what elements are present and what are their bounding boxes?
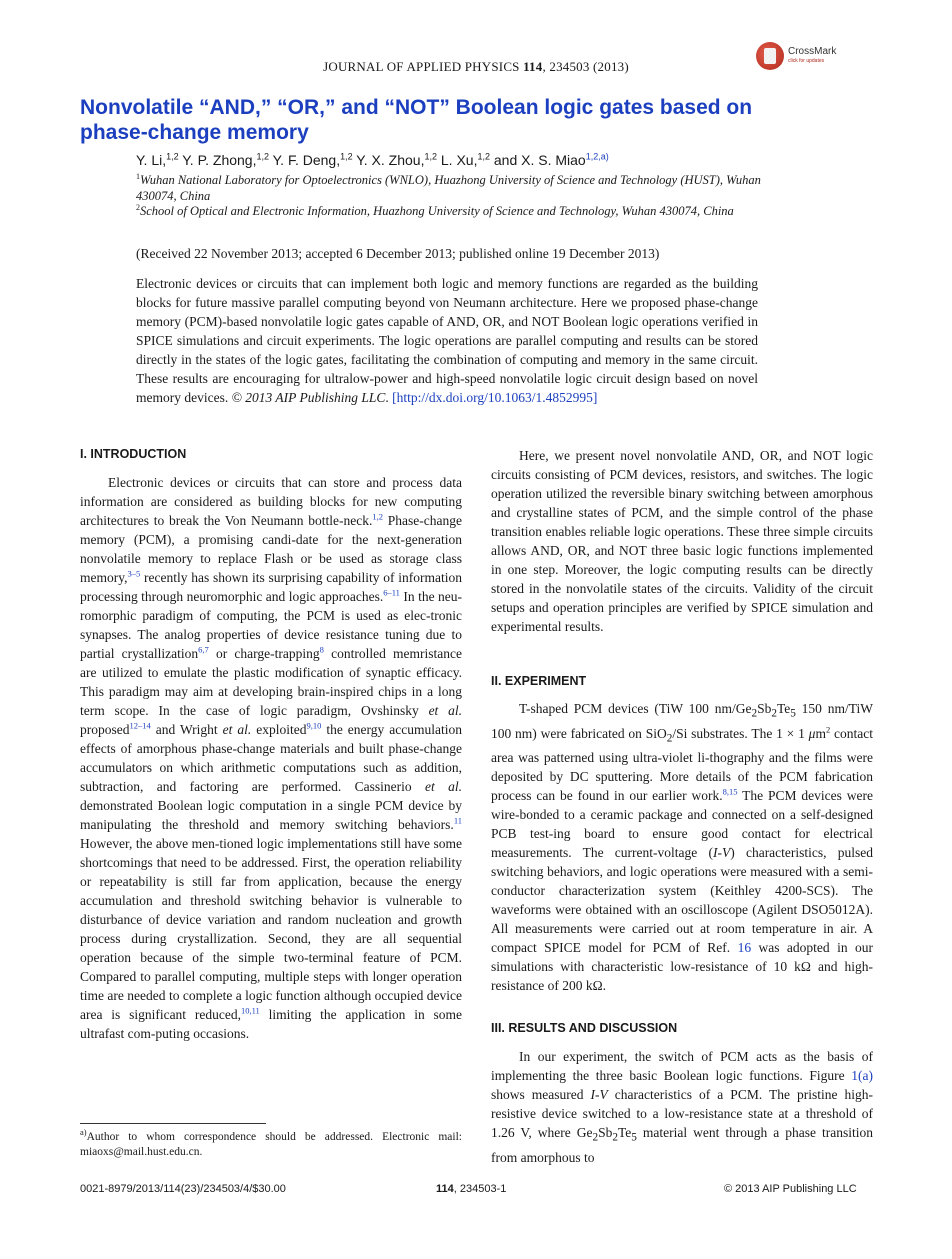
affiliation-1 — [136, 173, 776, 204]
author-affil: 1,2 — [424, 151, 437, 162]
section-heading-results: III. RESULTS AND DISCUSSION — [491, 1021, 678, 1035]
abstract: Electronic devices or circuits that can implement both logic and memory functions are regarded as the building blocks for future massive parallel computing beyond von Neumann architecture. Here we proposed phase-change memory (PCM)-based nonvolatile logic gates capable of AND, OR, and NOT Boolean logic operations verified in SPICE simulations and circuit experiments. The logic operations are parallel computing and results can be stored directly in the states of the logic gates, facilitating the combination of computing and memory in the same circuit. These results are encouraging for ultralow-power and high-speed nonvolatile logic circuit design based on novel memory devices. © 2013 AIP Publishing LLC. [http://dx.doi.org/10.1063/1.4852995] — [136, 276, 758, 405]
experiment-paragraph: T-shaped PCM devices (TiW 100 $nm/Ge_2Sb_2Te_5$ 150 nm/TiW 100 nm) were fabricated on SiO$_2$/Si substrates. The 1 × 1 $\mu m^2$ contact area was patterned using ultra-violet li-thography and the films were deposited by DC sputtering. More details of the PCM fabrication process can be found in our earlier work.$^{8,15}$ The PCM devices were wire-bonded to a ceramic package and connected on a self-designed PCB test-ing board to ensure good contact for electrical measurements. The current-voltage (I-V) characteristics, pulsed switching behaviors, and logic operations were measured with a semi-conductor characterization system (Keithley 4200-SCS). The waveforms were obtained with an oscilloscope (Agilent DSO5012A). All measurements were carried out at room temperature in air. A compact SPICE model for PCM of Ref. 16 was adopted in our simulations with characteristic low-resistance of 10 kΩ and high-resistance of 200 kΩ. — [491, 701, 874, 994]
affiliation-number: 2 — [136, 202, 140, 212]
author-name: Y. Li, — [136, 152, 167, 168]
author-name: and X. S. Miao — [489, 152, 586, 168]
crossmark-sub: click for updates — [788, 58, 825, 64]
footer-page — [436, 1183, 506, 1195]
footer-copyright: © 2013 AIP Publishing LLC — [724, 1183, 857, 1195]
footnote — [80, 1127, 462, 1160]
author-name: Y. P. Zhong, — [178, 152, 257, 168]
author-name: L. Xu, — [437, 152, 478, 168]
results-paragraph: In our experiment, the switch of PCM acts as the basis of implementing the three basic Boolean logic functions. Figure 1(a) shows measured I-V characteristics of a PCM. The pristine high-resistive device switched to a low-resistance state at a threshold of 1.26 V, where $Ge_2Sb_2Te_5$ material went through a phase transition from amorphous to — [491, 1049, 873, 1165]
footer-volume: 114 — [436, 1183, 454, 1195]
author-list — [136, 152, 609, 168]
crossmark-icon — [756, 42, 784, 70]
journal-volume: 114 — [523, 59, 543, 74]
affiliation-2 — [136, 204, 776, 220]
footnote-mark: a) — [80, 1127, 87, 1138]
section-heading-introduction: I. INTRODUCTION — [80, 447, 187, 461]
copyright-notice: © 2013 AIP Publishing LLC — [231, 390, 386, 405]
journal-citation: , 234503 (2013) — [542, 59, 629, 74]
crossmark-label: CrossMark — [788, 46, 837, 57]
author-affil-link[interactable]: 1,2,a) — [585, 151, 609, 162]
author-affil: 1,2 — [166, 151, 179, 162]
affiliation-number: 1 — [136, 171, 140, 181]
author-name: Y. F. Deng, — [269, 152, 341, 168]
intro-paragraph-2: Here, we present novel nonvolatile AND, OR, and NOT logic circuits consisting of PCM devices, resistors, and switches. The logic operation utilized the reversible binary switching between amorphous and crystalline states of PCM, and the simple control of the phase transition enables reliable logic operations. These three simple circuits allows AND, OR, and NOT three basic logic functions implemented in one step. Moreover, the logic computing results can be directly stored in the nonvolatile states of the circuits. Validity of the circuit setups and operation principles are verified by SPICE simulation and experimental results. — [491, 448, 873, 634]
results-text — [491, 1047, 873, 1167]
experiment-text — [491, 699, 873, 995]
article-title: Nonvolatile “AND,” “OR,” and “NOT” Boolean logic gates based on phase-change memory — [80, 96, 753, 144]
footer-page-number: , 234503-1 — [453, 1183, 507, 1195]
affiliation-text: School of Optical and Electronic Information, Huazhong University of Science and Technology, Wuhan 430074, China — [140, 204, 734, 218]
intro-paragraph: Electronic devices or circuits that can store and process data information are considered as building blocks for new computing architectures to break the Von Neumann bottle-neck.$^{1,2}$ Phase-change memory (PCM), a promising candi-date for the next-generation nonvolatile memory to replace Flash or be used as storage class memory,$^{3-5}$ recently has shown its surprising capability of information processing through neuromorphic and logic approaches.$^{6-11}$ In the neu-romorphic paradigm of computing, the PCM is used as elec-tronic synapses. The analog properties of device resistance tuning due to partial crystallization$^{6,7}$ or charge-trapping$^8$ controlled memristance are utilized to emulate the plastic modification of synaptic efficacy. This paradigm may aim at developing brain-inspired chips in a long term scope. In the case of logic paradigm, Ovshinsky et al. proposed$^{12-14}$ and Wright et al. exploited$^{9,10}$ the energy accumulation effects of amorphous phase-change materials and built phase-change accumulators on which arithmetic computations such as addition, subtraction, and factoring are performed. Cassinerio et al. demonstrated Boolean logic computation in a single PCM device by manipulating the threshold and memory switching behaviors.$^{11}$ However, the above men-tioned logic implementations still have some shortcomings that need to be addressed. First, the operation reliability or repeatability is still far from application, because the energy accumulation and threshold switching behavior is vulnerable to disturbance of device variation and random nucleation and growth process during crystallization. Second, they are all sequential operation because of the simple two-terminal feature of PCM. Compared to parallel computing, multiple steps with longer operation time are needed to complete a logic function although occupied device area is significant reduced,$^{10,11}$ limiting the application in some ultrafast com-puting occasions. — [80, 475, 463, 1041]
author-affil: 1,2 — [340, 151, 353, 162]
left-column-text — [80, 473, 462, 1043]
right-column-intro-text — [491, 446, 873, 636]
doi-link[interactable]: [http://dx.doi.org/10.1063/1.4852995] — [392, 390, 598, 405]
footnote-text: Author to whom correspondence should be addressed. Electronic mail: miaoxs@mail.hust.edu.cn. — [80, 1131, 462, 1158]
footer-issn: 0021-8979/2013/114(23)/234503/4/$30.00 — [80, 1183, 286, 1195]
section-heading-experiment: II. EXPERIMENT — [491, 674, 587, 688]
footnote-divider — [80, 1123, 266, 1124]
author-affil: 1,2 — [477, 151, 490, 162]
affiliation-text: Wuhan National Laboratory for Optoelectronics (WNLO), Huazhong University of Science and Technology (HUST), Wuhan 430074, China — [136, 173, 761, 203]
received-dates: (Received 22 November 2013; accepted 6 December 2013; published online 19 December 2013) — [136, 246, 660, 261]
journal-name: JOURNAL OF APPLIED PHYSICS — [323, 59, 520, 74]
abstract-text: Electronic devices or circuits that can implement both logic and memory functions are regarded as the building blocks for future massive parallel computing beyond von Neumann architecture. Here we proposed phase-change memory (PCM)-based nonvolatile logic gates capable of AND, OR, and NOT Boolean logic operations verified in SPICE simulations and circuit experiments. The logic operations are parallel computing and results can be stored directly in the states of the logic gates, facilitating the combination of computing and memory in the same circuit. These results are encouraging for ultralow-power and high-speed nonvolatile logic circuit design based on novel memory devices. — [136, 276, 758, 405]
author-affil: 1,2 — [256, 151, 269, 162]
crossmark-badge[interactable] — [756, 42, 846, 72]
author-name: Y. X. Zhou, — [352, 152, 425, 168]
